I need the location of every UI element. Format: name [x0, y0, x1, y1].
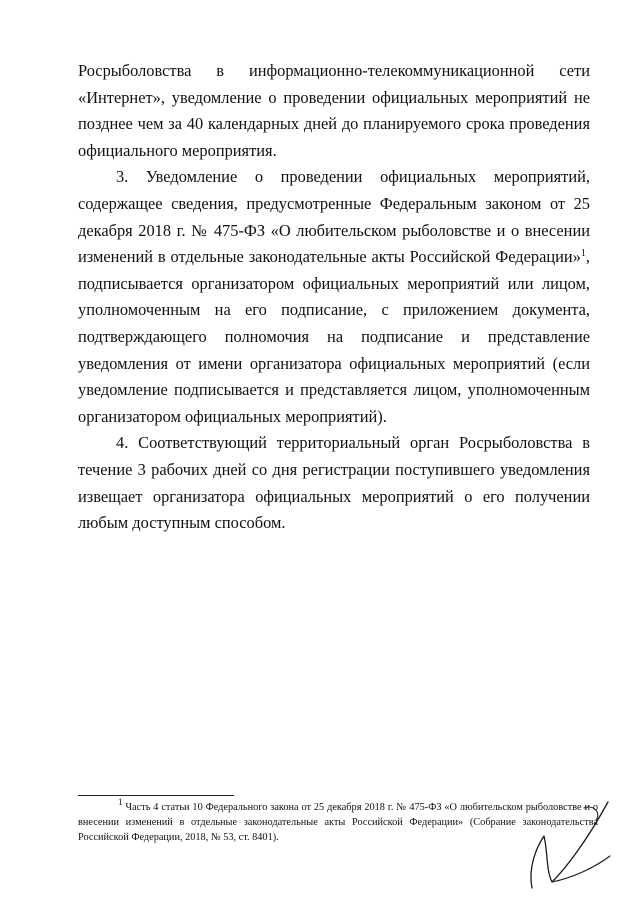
footnote-mark: 1: [118, 797, 123, 807]
footnote: [78, 797, 599, 846]
footnote-separator: [78, 795, 234, 796]
signature-stroke-main: [531, 802, 608, 888]
paragraph-item-4: 4. Соответствующий территориальный орган Росрыболовства в течение 3 рабочих дней со дня регистрации поступившего уведомления извещает организатора официальных мероприятий о его получении любым доступным способом.: [78, 433, 590, 533]
handwritten-signature: [522, 798, 612, 898]
paragraph-item-3-text-part-2: , подписывается организатором официальных мероприятий или лицом, уполномоченным на его подписание, с приложением документа, подтверждающего полномочия на подписание и представление уведомления от имени организатора официальных мероприятий (если уведомление подписывается и представляется лицом, уполномоченным организатором официальных мероприятий).: [78, 247, 590, 426]
paragraph-continuation: Росрыболовства в информационно-телекоммуникационной сети «Интернет», уведомление о проведении официальных мероприятий не позднее чем за 40 календарных дней до планируемого срока проведения официального мероприятия.: [78, 61, 590, 160]
footnote-text: Часть 4 статьи 10 Федерального закона от 25 декабря 2018 г. № 475-ФЗ «О любительском рыболовстве и о внесении изменений в отдельные законодательные акты Российской Федерации» (Собрание законодательства Российской Федерации, 2018, № 53, ст. 8401).: [78, 802, 599, 844]
footnote-reference-mark: 1: [580, 248, 586, 260]
document-body: [78, 58, 590, 537]
signature-stroke-tail: [552, 856, 610, 882]
paragraph-item-3: [78, 164, 590, 430]
signature-stroke-upper: [584, 807, 598, 820]
paragraph-item-3-text-part-1: 3. Уведомление о проведении официальных мероприятий, содержащее сведения, предусмотренные Федеральным законом от 25 декабря 2018 г. № 475-ФЗ «О любительском рыболовстве и о внесении изменений в отдельные законодательные акты Российской Федерации»: [78, 167, 590, 267]
